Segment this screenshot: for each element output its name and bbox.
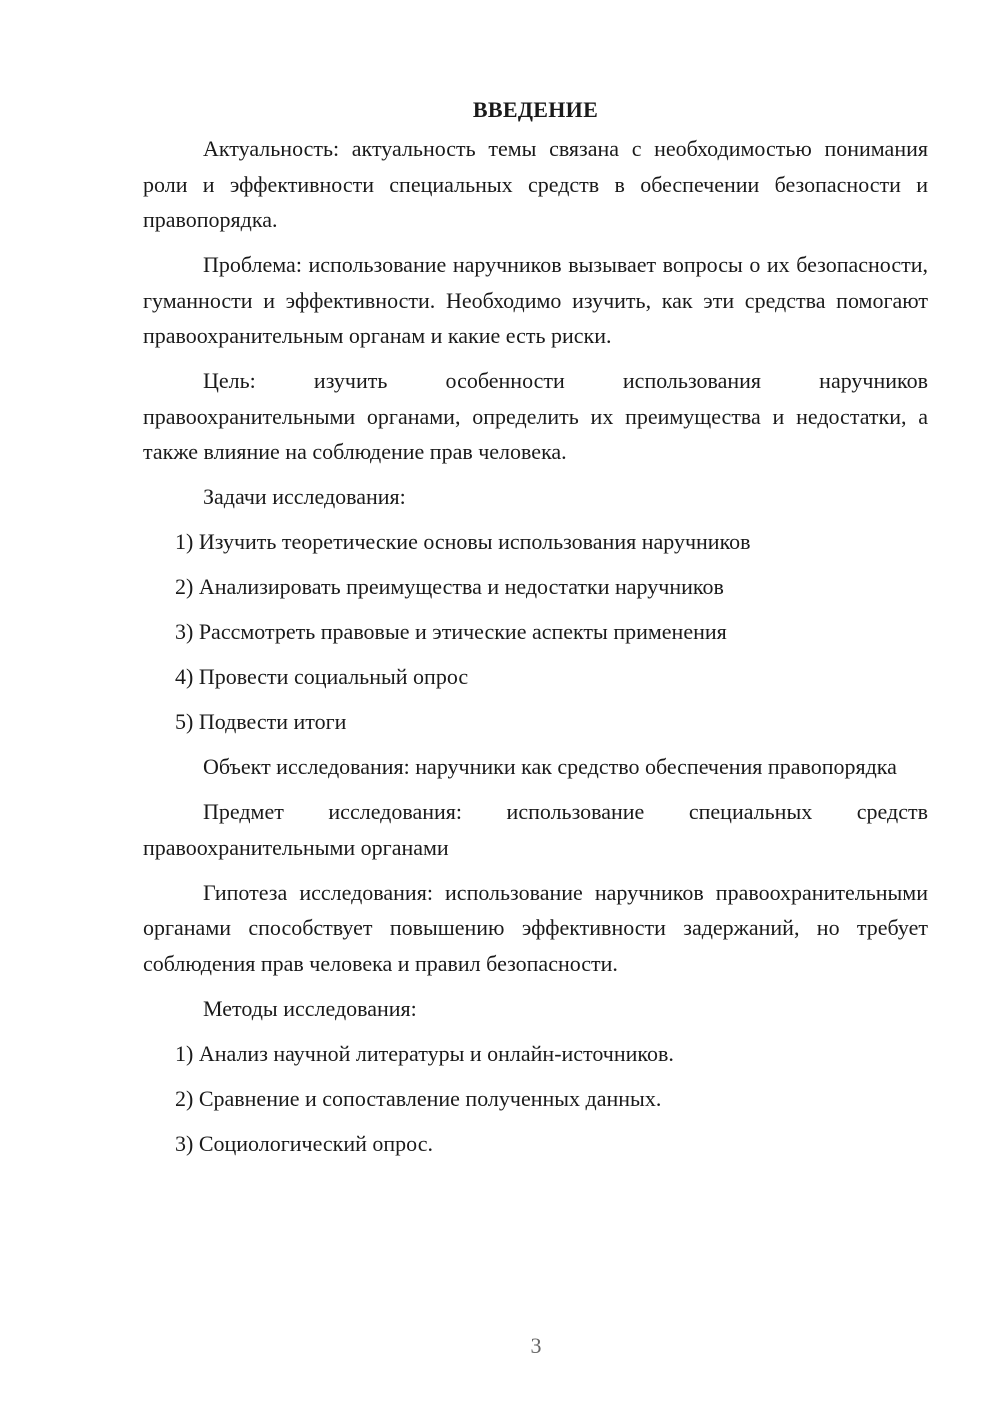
tasks-list	[143, 524, 928, 740]
list-item: 1) Изучить теоретические основы использования наручников	[175, 529, 751, 554]
methods-list	[143, 1036, 928, 1162]
list-item: 2) Анализировать преимущества и недостатки наручников	[175, 574, 724, 599]
list-item: 3) Социологический опрос.	[175, 1130, 433, 1156]
list-item: 5) Подвести итоги	[175, 709, 347, 734]
section-title: ВВЕДЕНИЕ	[472, 97, 599, 122]
list-item: 3) Рассмотреть правовые и этические аспекты применения	[175, 619, 727, 644]
relevance-paragraph: Актуальность: актуальность темы связана с необходимостью понимания роли и эффективности специальных средств в обеспечении безопасности и правопорядка.	[143, 136, 928, 232]
document-page	[143, 92, 928, 1171]
subject-paragraph: Предмет исследования: использование специальных средств правоохранительными органами	[143, 799, 928, 860]
methods-heading: Методы исследования:	[203, 995, 417, 1021]
object-paragraph: Объект исследования: наручники как средство обеспечения правопорядка	[203, 754, 897, 779]
list-item: 2) Сравнение и сопоставление полученных данных.	[175, 1085, 662, 1111]
problem-paragraph: Проблема: использование наручников вызывает вопросы о их безопасности, гуманности и эффективности. Необходимо изучить, как эти средства помогают правоохранительным органам и какие есть риски.	[143, 252, 928, 348]
list-item: 1) Анализ научной литературы и онлайн-источников.	[175, 1040, 674, 1066]
list-item: 4) Провести социальный опрос	[175, 664, 469, 689]
page-number: 3	[530, 1333, 542, 1358]
tasks-heading: Задачи исследования:	[203, 484, 406, 509]
hypothesis-paragraph: Гипотеза исследования: использование наручников правоохранительными органами способствует повышению эффективности задержаний, но требует соблюдения прав человека и правил безопасности.	[143, 879, 928, 976]
goal-paragraph: Цель: изучить особенности использования наручников правоохранительными органами, определить их преимущества и недостатки, а также влияние на соблюдение прав человека.	[143, 368, 928, 464]
